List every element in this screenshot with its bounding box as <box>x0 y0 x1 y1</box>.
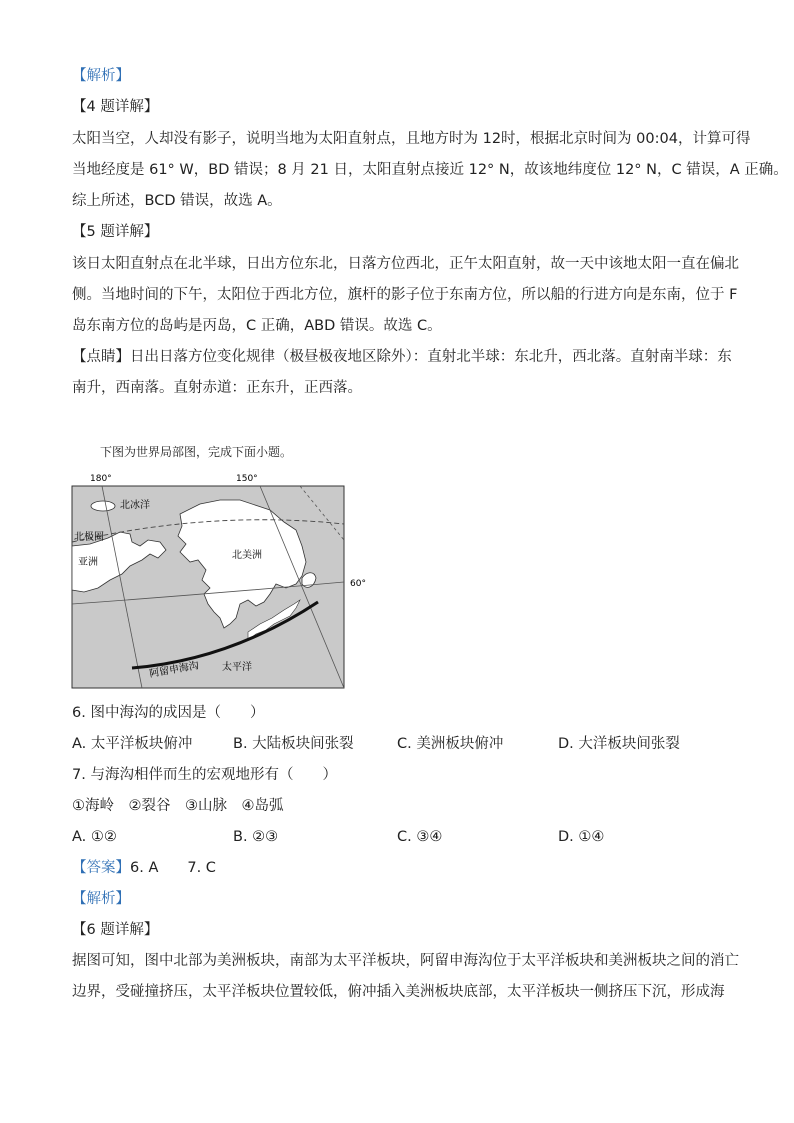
small-island <box>91 501 115 511</box>
arctic-circle-label: 北极圈 <box>74 532 104 543</box>
q6-option-d: D. 大洋板块间张裂 <box>558 736 680 752</box>
key-point-line-1 <box>72 347 732 367</box>
analysis-heading: 【解析】 <box>72 68 130 84</box>
key-point-tag: 【点睛】 <box>72 349 130 365</box>
q6-stem: 6. 图中海沟的成因是（ ） <box>72 705 265 721</box>
q4-line-2: 当地经度是 61° W，BD 错误；8 月 21 日，太阳直射点接近 12° N，故该地纬度位 12° N，C 错误，A 正确。 <box>72 162 788 178</box>
q7-items: ①海岭 ②裂谷 ③山脉 ④岛弧 <box>72 798 284 814</box>
lat-60-label: 60° <box>350 579 366 589</box>
q4-detail-heading: 【4 题详解】 <box>72 99 159 115</box>
pacific-label: 太平洋 <box>222 662 252 673</box>
q6-option-b: B. 大陆板块间张裂 <box>233 736 354 752</box>
q7-option-a: A. ①② <box>72 829 117 845</box>
q6-detail-heading: 【6 题详解】 <box>72 922 159 938</box>
arctic-ocean-label: 北冰洋 <box>120 500 150 511</box>
lon-180-label: 180° <box>90 474 112 484</box>
q6-option-a: A. 太平洋板块俯冲 <box>72 736 193 752</box>
analysis-heading-2: 【解析】 <box>72 891 130 907</box>
q6-detail-line-1: 据图可知，图中北部为美洲板块，南部为太平洋板块，阿留申海沟位于太平洋板块和美洲板块之间的消亡 <box>72 953 739 969</box>
q7-option-d: D. ①④ <box>558 829 605 845</box>
trench-label: 阿留申海沟 <box>148 660 200 680</box>
q6-detail-line-2: 边界，受碰撞挤压，太平洋板块位置较低，俯冲插入美洲板块底部，太平洋板块一侧挤压下沉，形成海 <box>72 984 725 1000</box>
q7-stem: 7. 与海沟相伴而生的宏观地形有（ ） <box>72 767 337 783</box>
answer-text: 6. A 7. C <box>130 860 216 876</box>
q7-option-c: C. ③④ <box>397 829 443 845</box>
q5-detail-heading: 【5 题详解】 <box>72 224 159 240</box>
q6-option-c: C. 美洲板块俯冲 <box>397 736 504 752</box>
world-partial-map <box>70 470 380 692</box>
asia-label: 亚洲 <box>78 557 98 568</box>
answer-tag: 【答案】 <box>72 860 130 876</box>
q4-line-1: 太阳当空，人却没有影子，说明当地为太阳直射点，且地方时为 12时，根据北京时间为 00:04，计算可得 <box>72 131 751 147</box>
key-point-text: 日出日落方位变化规律（极昼极夜地区除外）：直射北半球：东北升，西北落。直射南半球：东 <box>130 349 732 365</box>
north-america-label: 北美洲 <box>232 550 262 561</box>
answer-line <box>72 858 216 878</box>
map-caption: 下图为世界局部图，完成下面小题。 <box>100 445 293 459</box>
q5-line-3: 岛东南方位的岛屿是丙岛，C 正确，ABD 错误。故选 C。 <box>72 318 442 334</box>
q7-option-b: B. ②③ <box>233 829 279 845</box>
q4-line-3: 综上所述，BCD 错误，故选 A。 <box>72 193 282 209</box>
key-point-line-2: 南升，西南落。直射赤道：正东升，正西落。 <box>72 380 362 396</box>
q5-line-2: 侧。当地时间的下午，太阳位于西北方位，旗杆的影子位于东南方位，所以船的行进方向是东南，位于 F <box>72 287 738 303</box>
lon-150-label: 150° <box>236 474 258 484</box>
q5-line-1: 该日太阳直射点在北半球，日出方位东北，日落方位西北，正午太阳直射，故一天中该地太阳一直在偏北 <box>72 256 739 272</box>
